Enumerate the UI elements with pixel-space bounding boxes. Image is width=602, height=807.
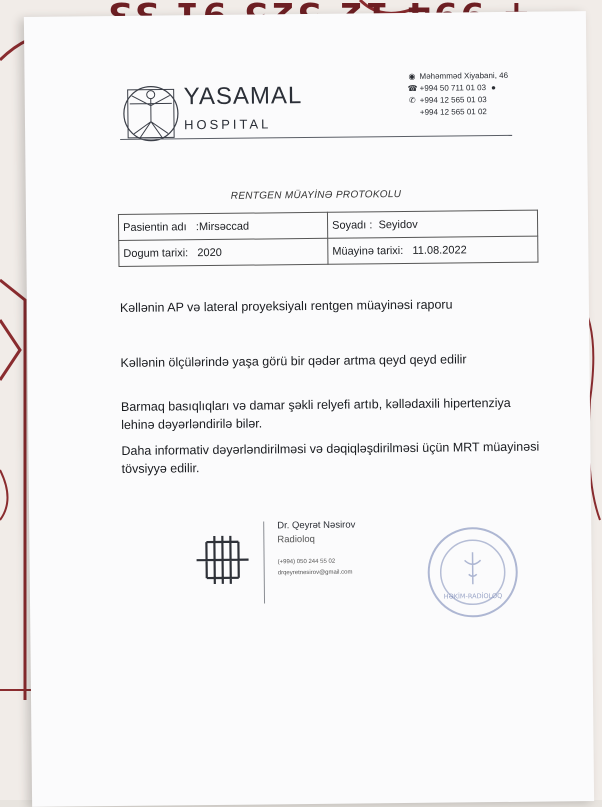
doctor-phone: (+994) 050 244 55 02 bbox=[277, 558, 336, 566]
patient-surname-label: Soyadı : bbox=[332, 218, 373, 232]
birth-date-label: Dogum tarixi: bbox=[123, 246, 189, 260]
finding-paragraph-2: Barmaq basıqlıqları və damar şəkli relyefi artıb, kəllədaxili hipertenziya lehinə dəyərləndirilə bilər. bbox=[120, 395, 511, 432]
patient-name-label: Pasientin adı bbox=[123, 220, 187, 234]
hospital-name: YASAMAL bbox=[183, 82, 303, 111]
doctor-info bbox=[277, 519, 356, 580]
birth-date-value: 2020 bbox=[197, 246, 222, 259]
exam-date-value: 11.08.2022 bbox=[412, 243, 467, 257]
hospital-subtitle: HOSPITAL bbox=[183, 116, 272, 133]
signature-divider bbox=[263, 521, 265, 603]
doctor-name: Dr. Qeyrət Nəsirov bbox=[277, 519, 356, 532]
patient-surname-value: Seyidov bbox=[378, 218, 418, 231]
vitruvian-logo-icon bbox=[120, 77, 183, 148]
document-title: RENTGEN MÜAYİNƏ PROTOKOLU bbox=[230, 189, 402, 202]
patient-name-cell bbox=[118, 212, 327, 240]
birth-date-cell bbox=[119, 238, 328, 266]
whatsapp-icon: ● bbox=[491, 82, 496, 92]
finding-paragraph-1: Kəllənin ölçülərində yaşa görü bir qədər artma qeyd qeyd edilir bbox=[120, 352, 467, 370]
exam-date-cell bbox=[328, 236, 538, 264]
doctor-email: drqeyretnesirov@gmail.com bbox=[277, 569, 353, 577]
doctor-title: Radioloq bbox=[277, 533, 315, 546]
contact-block bbox=[407, 70, 508, 119]
report-heading: Kəllənin AP və lateral proyeksiyalı rentgen müayinəsi raporu bbox=[119, 297, 453, 315]
phone-handset-icon: ✆ bbox=[408, 95, 416, 105]
patient-surname-cell bbox=[327, 210, 537, 238]
doctor-monogram-icon bbox=[192, 530, 253, 591]
radiologist-stamp-icon bbox=[424, 524, 521, 621]
phone-icon: ☎ bbox=[407, 83, 418, 93]
patient-name-value: :Mirsəccad bbox=[195, 220, 250, 233]
location-pin-icon: ◉ bbox=[408, 71, 416, 81]
recommendation-paragraph: Daha informativ dəyərləndirilməsi və dəqiqləşdirilməsi üçün MRT müayinəsi tövsiyyə edilir. bbox=[121, 439, 540, 476]
phone-3: +994 12 565 01 02 bbox=[419, 107, 487, 117]
hospital-address: Məhəmməd Xiyabani, 46 bbox=[419, 70, 509, 81]
patient-info-table bbox=[118, 210, 539, 267]
phone-2: +994 12 565 01 03 bbox=[419, 95, 487, 105]
report-paper bbox=[24, 11, 594, 807]
stamp-text: HƏKİM-RADİOLOQ bbox=[443, 591, 503, 601]
phone-1: +994 50 711 01 03 bbox=[419, 83, 487, 93]
exam-date-label: Müayinə tarixi: bbox=[332, 244, 404, 258]
